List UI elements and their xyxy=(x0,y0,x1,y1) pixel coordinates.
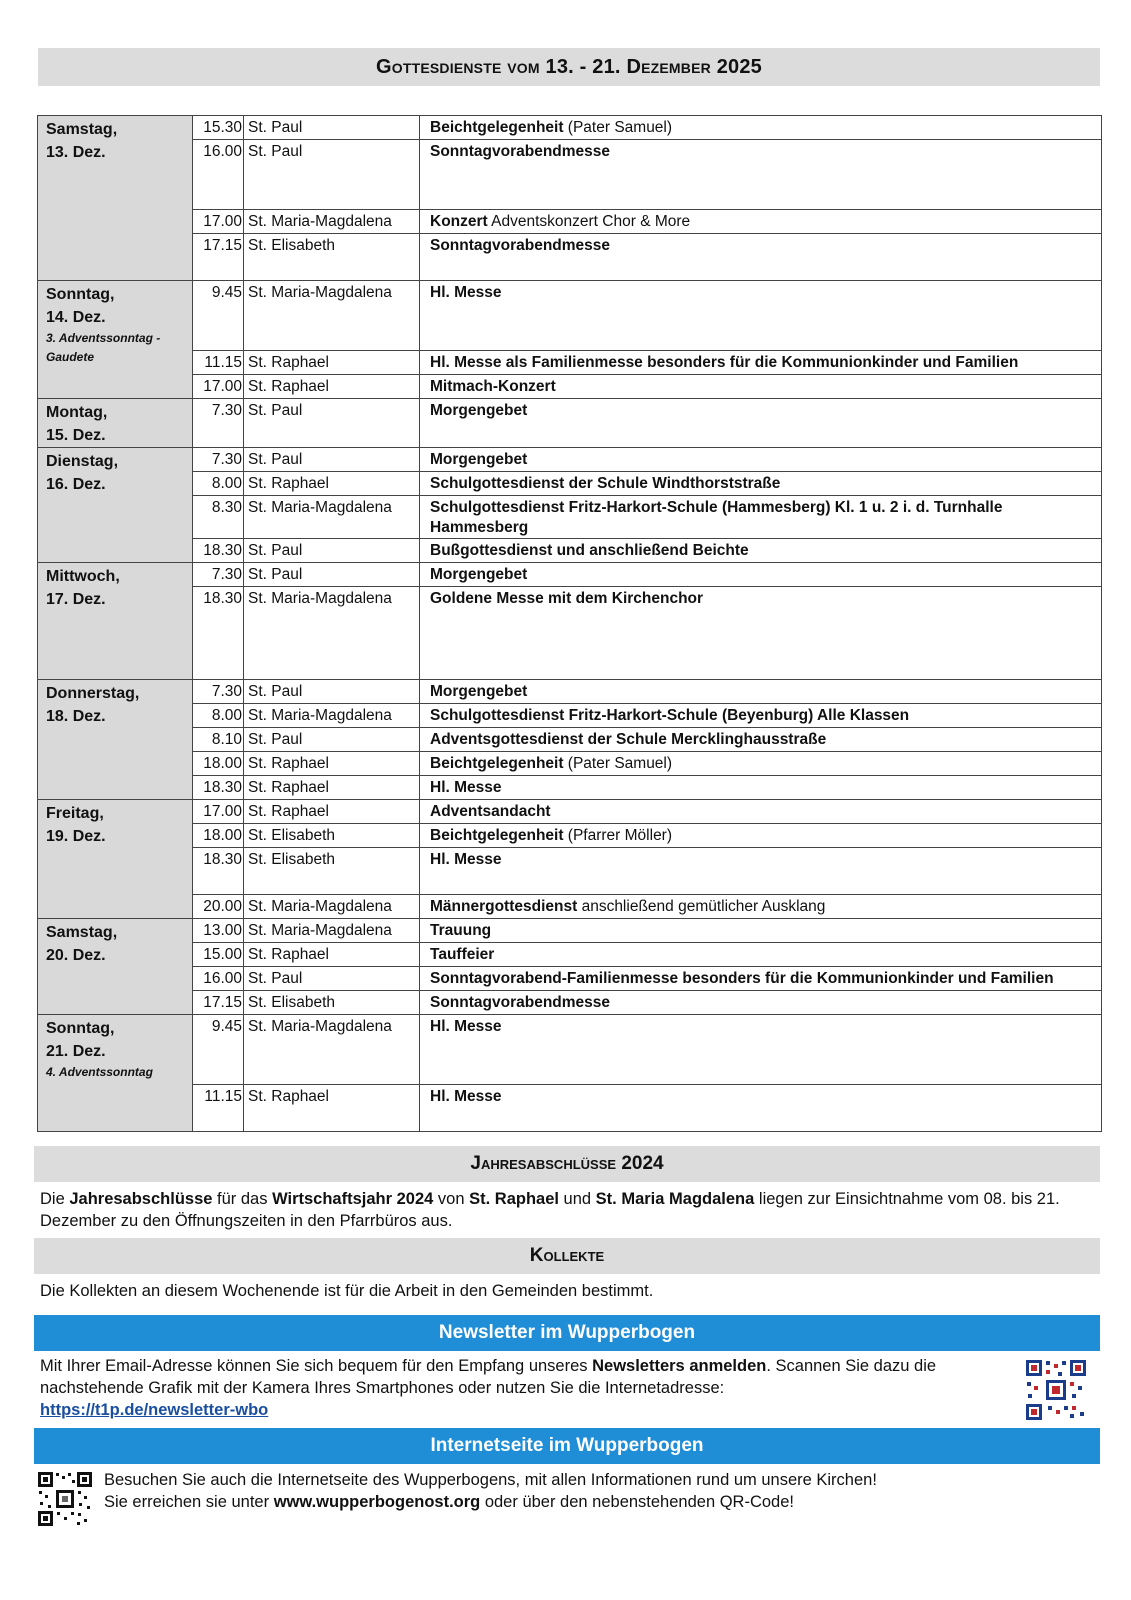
day-date: 21. Dez. xyxy=(46,1043,106,1060)
service-event xyxy=(420,919,1102,943)
service-title: Sonntagvorabendmesse xyxy=(430,143,611,160)
service-time: 11.15 xyxy=(193,1085,244,1132)
service-location: St. Maria-Magdalena xyxy=(244,587,420,680)
schedule-row xyxy=(38,539,1102,563)
schedule-row xyxy=(38,800,1102,824)
service-detail: (Pater Samuel) xyxy=(563,755,673,772)
service-location: St. Paul xyxy=(244,728,420,752)
service-location: St. Elisabeth xyxy=(244,991,420,1015)
service-title: Sonntagvorabend-Familienmesse besonders für die Kommunionkinder und Familien xyxy=(430,970,1054,987)
day-date: 16. Dez. xyxy=(46,476,106,493)
service-title: Goldene Messe mit dem Kirchenchor xyxy=(430,590,704,607)
service-time: 17.00 xyxy=(193,375,244,399)
day-name: Donnerstag, xyxy=(46,685,140,702)
service-title: Schulgottesdienst der Schule Windthorststraße xyxy=(430,475,781,492)
newsletter-text: Mit Ihrer Email-Adresse können Sie sich bequem für den Empfang unseres Newsletters anmelden. Scannen Sie dazu die nachstehende Grafik mit der Kamera Ihres Smartphones oder nutzen Sie die Internetadresse: https://t1p.de/newsletter-wbo xyxy=(40,1357,937,1419)
service-title: Männergottesdienst xyxy=(430,898,578,915)
service-event xyxy=(420,140,1102,210)
service-event xyxy=(420,234,1102,281)
service-location: St. Paul xyxy=(244,563,420,587)
day-cell xyxy=(38,399,193,448)
service-location: St. Paul xyxy=(244,680,420,704)
schedule-row xyxy=(38,752,1102,776)
day-note: 3. Adventssonntag - Gaudete xyxy=(46,331,161,364)
service-location: St. Raphael xyxy=(244,472,420,496)
service-location: St. Paul xyxy=(244,448,420,472)
schedule-row xyxy=(38,680,1102,704)
website-url: www.wupperbogenost.org xyxy=(273,1493,481,1511)
service-time: 16.00 xyxy=(193,140,244,210)
service-location: St. Maria-Magdalena xyxy=(244,281,420,351)
service-location: St. Elisabeth xyxy=(244,848,420,895)
service-event xyxy=(420,472,1102,496)
schedule-row xyxy=(38,967,1102,991)
service-time: 20.00 xyxy=(193,895,244,919)
service-title: Konzert xyxy=(430,213,488,230)
day-cell xyxy=(38,448,193,563)
service-detail: Adventskonzert Chor & More xyxy=(487,213,691,230)
newsletter-heading: Newsletter im Wupperbogen xyxy=(34,1315,1100,1351)
service-location: St. Raphael xyxy=(244,375,420,399)
newsletter-qr-code[interactable] xyxy=(1024,1358,1088,1422)
service-time: 15.30 xyxy=(193,116,244,140)
service-location: St. Maria-Magdalena xyxy=(244,919,420,943)
schedule-row xyxy=(38,448,1102,472)
service-title: Schulgottesdienst Fritz-Harkort-Schule (Hammesberg) Kl. 1 u. 2 i. d. Turnhalle Hammesberg xyxy=(430,499,1003,536)
service-time: 16.00 xyxy=(193,967,244,991)
service-title: Mitmach-Konzert xyxy=(430,378,556,395)
service-time: 18.00 xyxy=(193,752,244,776)
schedule-row xyxy=(38,776,1102,800)
service-location: St. Raphael xyxy=(244,776,420,800)
service-title: Tauffeier xyxy=(430,946,495,963)
service-event xyxy=(420,991,1102,1015)
day-cell xyxy=(38,919,193,1015)
service-event xyxy=(420,351,1102,375)
day-date: 19. Dez. xyxy=(46,828,106,845)
service-time: 7.30 xyxy=(193,399,244,448)
service-location: St. Paul xyxy=(244,116,420,140)
service-event xyxy=(420,943,1102,967)
service-title: Hl. Messe als Familienmesse besonders für die Kommunionkinder und Familien xyxy=(430,354,1019,371)
schedule-row xyxy=(38,116,1102,140)
service-event xyxy=(420,210,1102,234)
schedule-row xyxy=(38,234,1102,281)
service-time: 17.00 xyxy=(193,800,244,824)
schedule-row xyxy=(38,991,1102,1015)
day-name: Mittwoch, xyxy=(46,568,120,585)
day-name: Sonntag, xyxy=(46,286,115,303)
schedule-row xyxy=(38,824,1102,848)
service-time: 18.30 xyxy=(193,587,244,680)
service-event xyxy=(420,539,1102,563)
service-time: 18.30 xyxy=(193,539,244,563)
service-title: Morgengebet xyxy=(430,451,528,468)
service-location: St. Raphael xyxy=(244,1085,420,1132)
service-location: St. Paul xyxy=(244,399,420,448)
service-title: Morgengebet xyxy=(430,683,528,700)
schedule-row xyxy=(38,704,1102,728)
service-title: Bußgottesdienst und anschließend Beichte xyxy=(430,542,749,559)
service-time: 18.30 xyxy=(193,776,244,800)
service-time: 7.30 xyxy=(193,448,244,472)
schedule-row xyxy=(38,399,1102,448)
service-time: 17.15 xyxy=(193,234,244,281)
schedule-row xyxy=(38,563,1102,587)
service-event xyxy=(420,587,1102,680)
schedule-row xyxy=(38,919,1102,943)
day-cell xyxy=(38,1015,193,1132)
service-event xyxy=(420,752,1102,776)
day-cell xyxy=(38,563,193,680)
schedule-row xyxy=(38,472,1102,496)
service-location: St. Paul xyxy=(244,967,420,991)
service-title: Sonntagvorabendmesse xyxy=(430,237,611,254)
schedule-row xyxy=(38,895,1102,919)
service-time: 17.00 xyxy=(193,210,244,234)
service-title: Adventsandacht xyxy=(430,803,551,820)
service-location: St. Maria-Magdalena xyxy=(244,895,420,919)
service-event xyxy=(420,281,1102,351)
schedule-row xyxy=(38,587,1102,680)
service-time: 15.00 xyxy=(193,943,244,967)
schedule-row xyxy=(38,1085,1102,1132)
service-location: St. Raphael xyxy=(244,351,420,375)
day-date: 14. Dez. xyxy=(46,309,106,326)
service-event xyxy=(420,116,1102,140)
service-title: Hl. Messe xyxy=(430,851,502,868)
service-event xyxy=(420,680,1102,704)
service-event xyxy=(420,399,1102,448)
day-name: Freitag, xyxy=(46,805,104,822)
schedule-row xyxy=(38,351,1102,375)
service-event xyxy=(420,800,1102,824)
service-location: St. Raphael xyxy=(244,752,420,776)
day-name: Montag, xyxy=(46,404,108,421)
day-date: 18. Dez. xyxy=(46,708,106,725)
service-time: 17.15 xyxy=(193,991,244,1015)
service-location: St. Maria-Magdalena xyxy=(244,496,420,539)
service-location: St. Raphael xyxy=(244,800,420,824)
service-title: Morgengebet xyxy=(430,566,528,583)
service-time: 9.45 xyxy=(193,1015,244,1085)
service-title: Morgengebet xyxy=(430,402,528,419)
service-event xyxy=(420,563,1102,587)
day-cell xyxy=(38,281,193,399)
service-event xyxy=(420,375,1102,399)
service-location: St. Paul xyxy=(244,539,420,563)
schedule-row xyxy=(38,496,1102,539)
day-date: 20. Dez. xyxy=(46,947,106,964)
service-location: St. Elisabeth xyxy=(244,234,420,281)
service-title: Beichtgelegenheit xyxy=(430,755,564,772)
day-cell xyxy=(38,800,193,919)
day-note: 4. Adventssonntag xyxy=(46,1065,153,1079)
service-location: St. Elisabeth xyxy=(244,824,420,848)
service-location: St. Maria-Magdalena xyxy=(244,704,420,728)
service-event xyxy=(420,728,1102,752)
service-title: Hl. Messe xyxy=(430,284,502,301)
service-title: Trauung xyxy=(430,922,492,939)
day-date: 17. Dez. xyxy=(46,591,106,608)
schedule-row xyxy=(38,728,1102,752)
day-date: 15. Dez. xyxy=(46,427,106,444)
service-event xyxy=(420,496,1102,539)
service-time: 18.00 xyxy=(193,824,244,848)
service-event xyxy=(420,895,1102,919)
service-title: Hl. Messe xyxy=(430,1088,502,1105)
jahresabschluesse-text: Die Jahresabschlüsse für das Wirtschaftsjahr 2024 von St. Raphael und St. Maria Magdalena liegen zur Einsichtnahme vom 08. bis 21. Dezember zu den Öffnungszeiten in den Pfarrbüros aus. xyxy=(40,1190,1060,1230)
service-time: 7.30 xyxy=(193,563,244,587)
service-event xyxy=(420,848,1102,895)
website-text: Besuchen Sie auch die Internetseite des Wupperbogens, mit allen Informationen rund um unsere Kirchen! Sie erreichen sie unter www.wupperbogenost.org oder über den nebenstehenden QR-Code! xyxy=(104,1471,877,1511)
day-name: Sonntag, xyxy=(46,1020,115,1037)
service-title: Schulgottesdienst Fritz-Harkort-Schule (Beyenburg) Alle Klassen xyxy=(430,707,910,724)
service-time: 8.10 xyxy=(193,728,244,752)
website-qr-code[interactable] xyxy=(37,1471,93,1527)
service-time: 8.30 xyxy=(193,496,244,539)
website-heading: Internetseite im Wupperbogen xyxy=(34,1428,1100,1464)
service-location: St. Maria-Magdalena xyxy=(244,210,420,234)
service-event xyxy=(420,1085,1102,1132)
service-event xyxy=(420,824,1102,848)
newsletter-link[interactable]: https://t1p.de/newsletter-wbo xyxy=(40,1401,269,1419)
schedule-row xyxy=(38,943,1102,967)
service-location: St. Maria-Magdalena xyxy=(244,1015,420,1085)
schedule-row xyxy=(38,281,1102,351)
service-detail: (Pfarrer Möller) xyxy=(563,827,673,844)
schedule-row xyxy=(38,1015,1102,1085)
service-time: 13.00 xyxy=(193,919,244,943)
day-cell xyxy=(38,680,193,800)
schedule-row xyxy=(38,140,1102,210)
day-name: Samstag, xyxy=(46,121,118,138)
day-name: Dienstag, xyxy=(46,453,119,470)
service-time: 18.30 xyxy=(193,848,244,895)
service-time: 11.15 xyxy=(193,351,244,375)
service-detail: (Pater Samuel) xyxy=(563,119,673,136)
service-title: Beichtgelegenheit xyxy=(430,119,564,136)
day-name: Samstag, xyxy=(46,924,118,941)
day-date: 13. Dez. xyxy=(46,144,106,161)
schedule-row xyxy=(38,375,1102,399)
page-title: Gottesdienste vom 13. - 21. Dezember 2025 xyxy=(38,48,1100,86)
service-location: St. Paul xyxy=(244,140,420,210)
service-event xyxy=(420,967,1102,991)
service-event xyxy=(420,776,1102,800)
service-title: Hl. Messe xyxy=(430,1018,502,1035)
schedule-row xyxy=(38,848,1102,895)
service-title: Sonntagvorabendmesse xyxy=(430,994,611,1011)
service-event xyxy=(420,448,1102,472)
service-time: 8.00 xyxy=(193,472,244,496)
jahresabschluesse-heading: Jahresabschlüsse 2024 xyxy=(34,1146,1100,1182)
schedule-row xyxy=(38,210,1102,234)
service-time: 7.30 xyxy=(193,680,244,704)
kollekte-heading: Kollekte xyxy=(34,1238,1100,1274)
qr-code-icon xyxy=(37,1471,93,1527)
service-event xyxy=(420,704,1102,728)
service-title: Adventsgottesdienst der Schule Mercklinghausstraße xyxy=(430,731,827,748)
service-title: Hl. Messe xyxy=(430,779,502,796)
service-event xyxy=(420,1015,1102,1085)
service-title: Beichtgelegenheit xyxy=(430,827,564,844)
service-detail: anschließend gemütlicher Ausklang xyxy=(577,898,826,915)
service-time: 8.00 xyxy=(193,704,244,728)
qr-code-icon xyxy=(1024,1358,1088,1422)
service-schedule-table xyxy=(37,115,1102,1132)
service-location: St. Raphael xyxy=(244,943,420,967)
service-time: 9.45 xyxy=(193,281,244,351)
schedule-body xyxy=(38,116,1102,1132)
kollekte-text: Die Kollekten an diesem Wochenende ist für die Arbeit in den Gemeinden bestimmt. xyxy=(40,1282,654,1300)
day-cell xyxy=(38,116,193,281)
